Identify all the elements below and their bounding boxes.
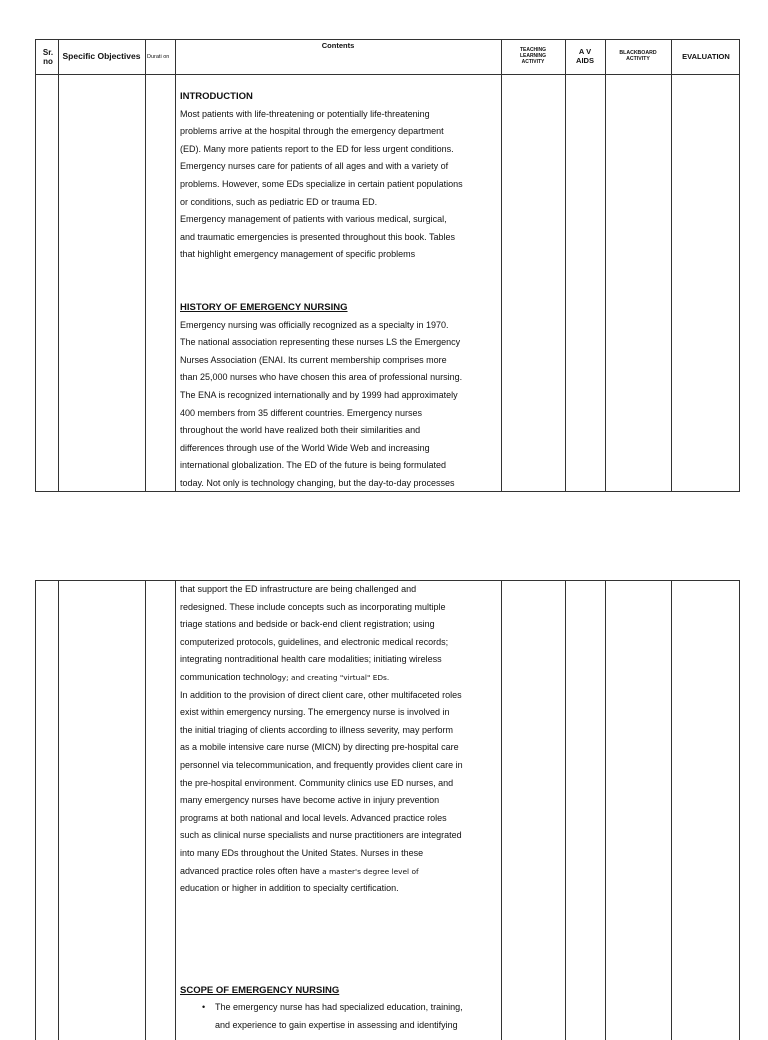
content-line: problems arrive at the hospital through the emergency department: [180, 126, 444, 137]
content-text-condensed: gy; and creating "virtual" EDs.: [277, 672, 390, 682]
content-line: The ENA is recognized internationally and by 1999 had approximately: [180, 389, 458, 400]
content-text: communication technolo: [180, 671, 278, 682]
content-text-condensed: a master's degree level of: [322, 866, 419, 876]
introduction-heading: INTRODUCTION: [180, 91, 253, 102]
lesson-plan-table-page-1: [35, 39, 740, 492]
header-teaching-learning-activity: TEACHING LEARNING ACTIVITY: [519, 47, 547, 65]
content-line: personnel via telecommunication, and frequently provides client care in: [180, 759, 463, 770]
content-line: and traumatic emergencies is presented throughout this book. Tables: [180, 231, 455, 242]
content-line: international globalization. The ED of the future is being formulated: [180, 460, 446, 471]
content-line: differences through use of the World Wide Web and increasing: [180, 442, 430, 453]
header-av-aids: A V AIDS: [576, 47, 594, 65]
content-line: today. Not only is technology changing, but the day-to-day processes: [180, 477, 455, 488]
content-line: [180, 669, 501, 687]
content-line: redesigned. These include concepts such as incorporating multiple: [180, 601, 446, 612]
content-line: that highlight emergency management of specific problems: [180, 249, 416, 260]
scope-heading: SCOPE OF EMERGENCY NURSING: [180, 984, 340, 996]
content-line: Emergency nurses care for patients of all ages and with a variety of: [180, 161, 449, 172]
content-line: (ED). Many more patients report to the ED for less urgent conditions.: [180, 143, 454, 154]
content-line: problems. However, some EDs specialize in certain patient populations: [180, 178, 463, 189]
list-item-continuation: and experience to gain expertise in assessing and identifying: [215, 1019, 458, 1030]
content-line: The national association representing these nurses LS the Emergency: [180, 337, 461, 348]
content-line: Emergency management of patients with various medical, surgical,: [180, 214, 447, 225]
content-line: [180, 863, 501, 881]
content-line: programs at both national and local levels. Advanced practice roles: [180, 812, 447, 823]
content-line: into many EDs throughout the United States. Nurses in these: [180, 847, 424, 858]
contents-cell-page-1: [180, 88, 501, 492]
contents-cell-page-2: [180, 581, 501, 1034]
content-line: than 25,000 nurses who have chosen this area of professional nursing.: [180, 372, 463, 383]
history-heading: HISTORY OF EMERGENCY NURSING: [180, 301, 348, 313]
content-line: 400 members from 35 different countries. Emergency nurses: [180, 407, 422, 418]
header-evaluation: EVALUATION: [682, 51, 730, 61]
content-line: that support the ED infrastructure are being challenged and: [180, 584, 417, 594]
content-text: advanced practice roles often have: [180, 865, 323, 876]
content-line: the pre-hospital environment. Community clinics use ED nurses, and: [180, 777, 454, 788]
content-line: integrating nontraditional health care modalities; initiating wireless: [180, 654, 442, 665]
content-line: the initial triaging of clients according to illness severity, may perform: [180, 724, 453, 735]
content-line: triage stations and bedside or back-end client registration; using: [180, 619, 435, 630]
content-line: as a mobile intensive care nurse (MICN) by directing pre-hospital care: [180, 742, 459, 753]
content-line: such as clinical nurse specialists and nurse practitioners are integrated: [180, 830, 462, 841]
content-line: many emergency nurses have become active in injury prevention: [180, 795, 440, 806]
bullet-icon: •: [202, 1002, 206, 1013]
content-line: Emergency nursing was officially recognized as a specialty in 1970.: [180, 319, 449, 330]
header-sr-no: Sr. no: [42, 47, 54, 66]
content-line: computerized protocols, guidelines, and electronic medical records;: [180, 636, 449, 647]
header-specific-objectives: Specific Objectives: [62, 51, 141, 62]
header-duration: Durati on: [147, 53, 170, 60]
content-line: Nurses Association (ENAI. Its current membership comprises more: [180, 354, 447, 365]
header-blackboard-activity: BLACKBOARD ACTIVITY: [619, 50, 657, 62]
header-contents: Contents: [321, 41, 355, 50]
content-line: or conditions, such as pediatric ED or trauma ED.: [180, 196, 378, 207]
list-item-text: The emergency nurse has had specialized education, training,: [215, 1002, 463, 1013]
content-line: exist within emergency nursing. The emergency nurse is involved in: [180, 707, 450, 718]
content-line: throughout the world have realized both their similarities and: [180, 425, 421, 436]
list-item: [180, 999, 501, 1017]
content-line: education or higher in addition to specialty certification.: [180, 883, 399, 894]
lesson-plan-table-page-2: [35, 580, 740, 1040]
content-line: Most patients with life-threatening or potentially life-threatening: [180, 108, 430, 119]
header-divider: [36, 74, 739, 75]
content-line: In addition to the provision of direct client care, other multifaceted roles: [180, 689, 462, 700]
